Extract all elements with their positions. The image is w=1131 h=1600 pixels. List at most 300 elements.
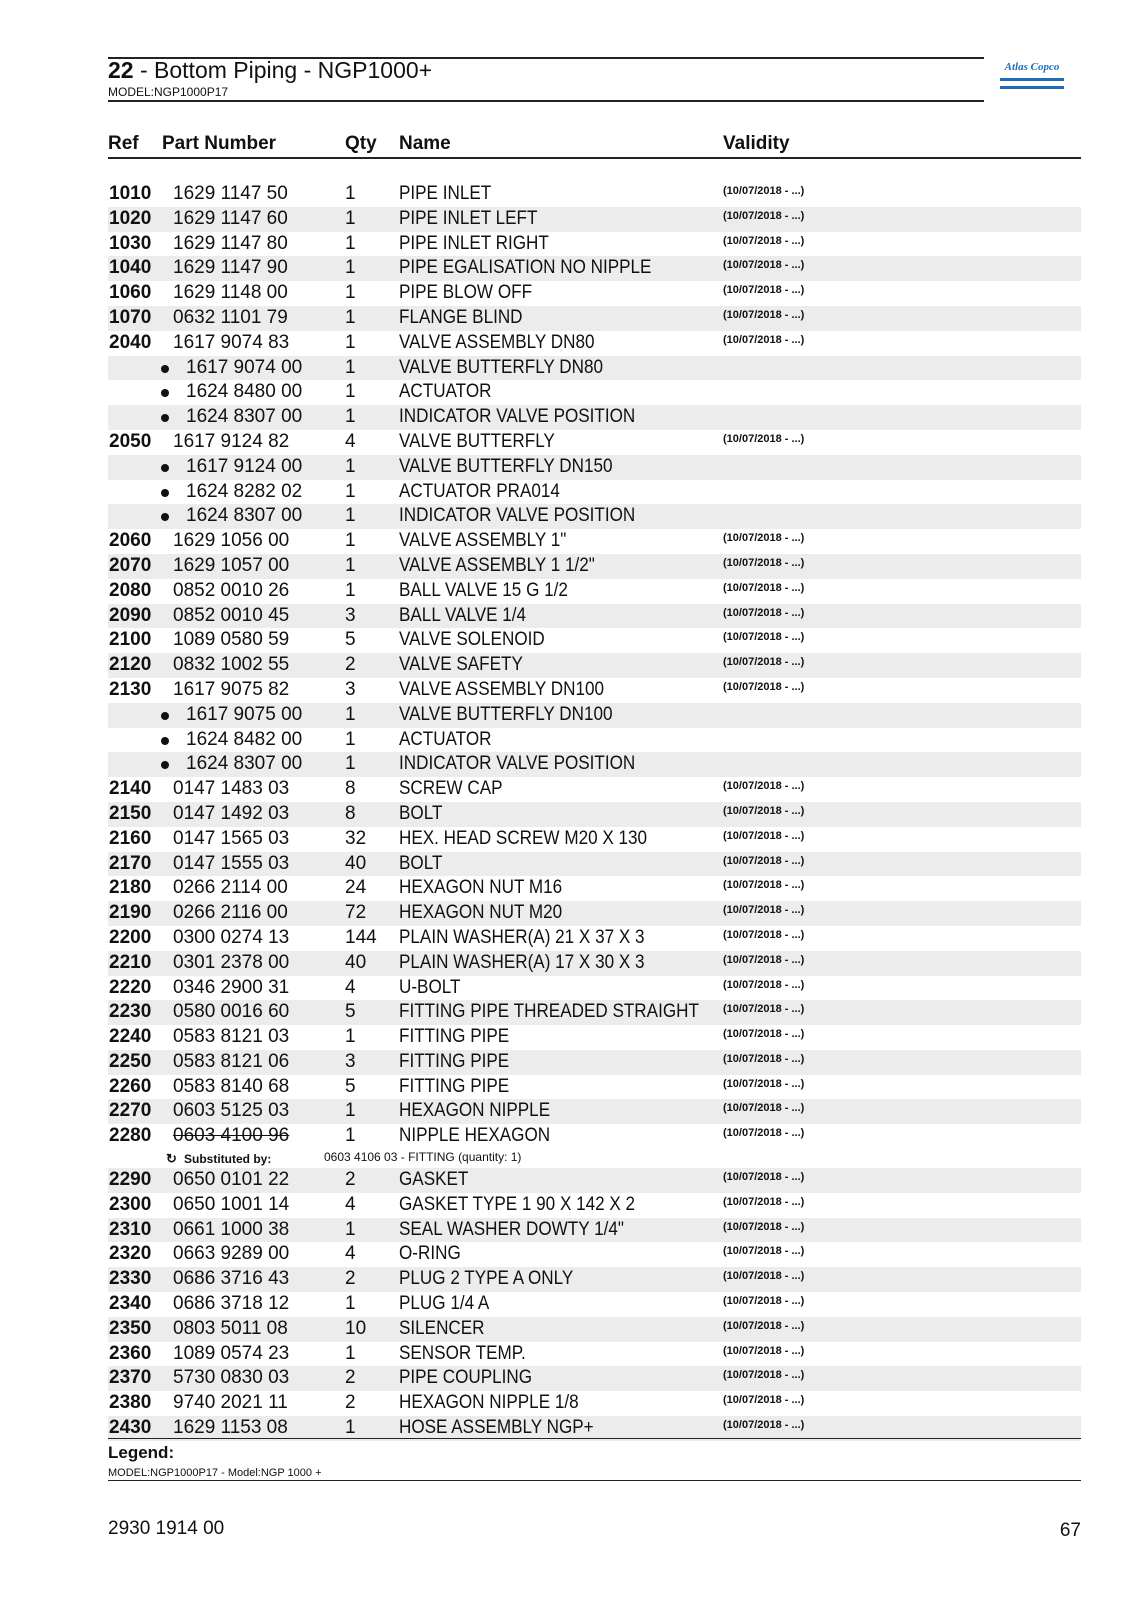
- row-part-number: 0147 1565 03: [173, 827, 290, 849]
- row-part-number: 1624 8307 00: [186, 406, 303, 428]
- row-part-number: 0147 1555 03: [173, 852, 290, 874]
- row-name: PLUG 2 TYPE A ONLY: [399, 1268, 574, 1290]
- row-part-number: 0583 8121 03: [173, 1026, 290, 1048]
- row-part-number: 0147 1492 03: [173, 802, 290, 824]
- table-row: [108, 529, 1081, 554]
- legend-bottom-rule: [108, 1480, 1081, 1481]
- substitute-icon: ↻: [166, 1151, 177, 1167]
- row-name: VALVE SOLENOID: [399, 629, 545, 651]
- row-ref: 2120: [109, 654, 152, 676]
- bullet-icon: [161, 737, 169, 745]
- row-part-number: 0650 0101 22: [173, 1169, 290, 1191]
- row-qty: 1: [345, 1218, 356, 1240]
- row-part-number: 1617 9124 00: [186, 455, 303, 477]
- row-validity: (10/07/2018 - ...): [723, 953, 805, 966]
- table-row: [108, 182, 1081, 207]
- row-name: SILENCER: [399, 1317, 485, 1339]
- bullet-icon: [161, 365, 169, 373]
- row-qty: 1: [345, 753, 356, 775]
- row-validity: (10/07/2018 - ...): [723, 1394, 805, 1407]
- row-name: BOLT: [399, 802, 443, 824]
- row-validity: (10/07/2018 - ...): [723, 1295, 805, 1308]
- row-ref: 2340: [109, 1293, 152, 1315]
- row-ref: 2050: [109, 430, 152, 452]
- row-qty: 1: [345, 183, 356, 204]
- table-row: [108, 802, 1081, 827]
- document-number: 2930 1914 00: [108, 1518, 225, 1539]
- row-ref: 2040: [109, 331, 152, 353]
- row-qty: 24: [345, 877, 367, 899]
- row-ref: 1020: [109, 207, 152, 229]
- row-qty: 1: [345, 505, 356, 527]
- row-qty: 3: [345, 678, 356, 700]
- row-validity: (10/07/2018 - ...): [723, 308, 805, 321]
- row-part-number: 1629 1147 60: [173, 207, 288, 229]
- row-ref: 2070: [109, 554, 152, 576]
- row-part-number: 0580 0016 60: [173, 1001, 290, 1023]
- row-qty: 4: [345, 976, 356, 998]
- table-row: [108, 306, 1081, 331]
- table-row: [108, 1292, 1081, 1317]
- bullet-icon: [161, 389, 169, 397]
- table-row: [108, 777, 1081, 802]
- substitution-row: [108, 1149, 1081, 1168]
- row-validity: (10/07/2018 - ...): [723, 680, 805, 693]
- row-name: HEXAGON NIPPLE: [399, 1100, 551, 1122]
- row-ref: 2160: [109, 827, 152, 849]
- table-row: [108, 876, 1081, 901]
- row-validity: (10/07/2018 - ...): [723, 879, 805, 892]
- row-name: PIPE INLET: [399, 183, 492, 204]
- row-validity: (10/07/2018 - ...): [723, 1077, 805, 1090]
- row-part-number: 0852 0010 45: [173, 604, 290, 626]
- row-ref: 2080: [109, 579, 152, 601]
- row-name: HEX. HEAD SCREW M20 X 130: [399, 827, 648, 849]
- table-row: [108, 1000, 1081, 1025]
- section-number: 22: [108, 57, 134, 83]
- row-name: O-RING: [399, 1243, 461, 1265]
- row-ref: 2280: [109, 1125, 152, 1147]
- row-ref: 2130: [109, 678, 152, 700]
- bullet-icon: [161, 513, 169, 521]
- row-qty: 3: [345, 604, 356, 626]
- row-ref: 1060: [109, 282, 152, 304]
- row-qty: 1: [345, 406, 356, 428]
- row-validity: (10/07/2018 - ...): [723, 581, 805, 594]
- row-ref: 2330: [109, 1268, 152, 1290]
- table-row: [108, 380, 1081, 405]
- row-name: SENSOR TEMP.: [399, 1342, 526, 1364]
- row-name: FLANGE BLIND: [399, 306, 523, 328]
- row-ref: 2090: [109, 604, 152, 626]
- table-row: [108, 703, 1081, 728]
- table-row: [108, 504, 1081, 529]
- bullet-icon: [161, 712, 169, 720]
- row-part-number: 1629 1147 50: [173, 183, 288, 204]
- row-qty: 8: [345, 802, 356, 824]
- row-validity: (10/07/2018 - ...): [723, 209, 805, 222]
- row-qty: 5: [345, 629, 356, 651]
- row-name: PIPE INLET RIGHT: [399, 232, 549, 254]
- row-part-number: 1629 1057 00: [173, 554, 290, 576]
- row-qty: 8: [345, 778, 356, 800]
- row-name: INDICATOR VALVE POSITION: [399, 753, 636, 775]
- row-name: VALVE ASSEMBLY DN80: [399, 331, 595, 353]
- row-ref: 2230: [109, 1001, 152, 1023]
- row-part-number: 0603 4100 96: [173, 1125, 290, 1147]
- row-qty: 1: [345, 232, 356, 254]
- table-row: [108, 1218, 1081, 1243]
- row-name: FITTING PIPE: [399, 1026, 510, 1048]
- row-validity: (10/07/2018 - ...): [723, 556, 805, 569]
- row-qty: 1: [345, 530, 356, 552]
- row-validity: (10/07/2018 - ...): [723, 1344, 805, 1357]
- row-ref: 2100: [109, 629, 152, 651]
- row-name: VALVE BUTTERFLY DN80: [399, 356, 604, 378]
- row-ref: 2310: [109, 1218, 152, 1240]
- row-part-number: 1624 8482 00: [186, 728, 303, 750]
- atlas-copco-logo: [1000, 60, 1064, 96]
- row-qty: 2: [345, 1268, 356, 1290]
- row-validity: (10/07/2018 - ...): [723, 1052, 805, 1065]
- legend-text: MODEL:NGP1000P17 - Model:NGP 1000 +: [108, 1467, 322, 1479]
- row-validity: (10/07/2018 - ...): [723, 1171, 805, 1184]
- row-name: VALVE ASSEMBLY 1 1/2": [399, 554, 595, 576]
- row-validity: (10/07/2018 - ...): [723, 1270, 805, 1283]
- row-qty: 2: [345, 1392, 356, 1414]
- row-name: PIPE COUPLING: [399, 1367, 533, 1389]
- row-qty: 1: [345, 703, 356, 725]
- table-row: [108, 653, 1081, 678]
- row-ref: 2140: [109, 778, 152, 800]
- row-ref: 2360: [109, 1342, 152, 1364]
- row-part-number: 1624 8307 00: [186, 505, 303, 527]
- row-name: ACTUATOR: [399, 728, 492, 750]
- row-qty: 1: [345, 356, 356, 378]
- row-qty: 1: [345, 579, 356, 601]
- row-ref: 2270: [109, 1100, 152, 1122]
- row-validity: (10/07/2018 - ...): [723, 1127, 805, 1140]
- row-validity: (10/07/2018 - ...): [723, 185, 805, 197]
- substituted-label: Substituted by:: [184, 1152, 272, 1167]
- row-name: HEXAGON NIPPLE 1/8: [399, 1392, 579, 1414]
- row-part-number: 0583 8121 06: [173, 1050, 290, 1072]
- row-ref: 2170: [109, 852, 152, 874]
- row-name: FITTING PIPE: [399, 1075, 510, 1097]
- table-row: [108, 1391, 1081, 1416]
- row-validity: (10/07/2018 - ...): [723, 1419, 805, 1432]
- row-ref: 2250: [109, 1050, 152, 1072]
- row-validity: (10/07/2018 - ...): [723, 432, 805, 445]
- row-ref: 2350: [109, 1317, 152, 1339]
- row-ref: 1070: [109, 306, 152, 328]
- table-row: [108, 1317, 1081, 1342]
- row-name: SCREW CAP: [399, 778, 503, 800]
- row-qty: 3: [345, 1050, 356, 1072]
- col-header-qty: Qty: [345, 133, 377, 154]
- table-row: [108, 232, 1081, 257]
- row-validity: (10/07/2018 - ...): [723, 1102, 805, 1115]
- row-qty: 1: [345, 1342, 356, 1364]
- row-qty: 144: [345, 926, 377, 948]
- col-header-ref: Ref: [108, 133, 139, 154]
- bullet-icon: [161, 761, 169, 769]
- row-ref: 2190: [109, 902, 152, 924]
- table-row: [108, 405, 1081, 430]
- row-part-number: 0686 3718 12: [173, 1293, 290, 1315]
- row-part-number: 0632 1101 79: [173, 306, 288, 328]
- row-qty: 72: [345, 902, 367, 924]
- row-ref: 1010: [109, 183, 152, 204]
- table-row: [108, 926, 1081, 951]
- logo-bar-top: [1000, 78, 1064, 81]
- row-name: U-BOLT: [399, 976, 461, 998]
- page-title: [108, 56, 432, 84]
- row-part-number: 1624 8480 00: [186, 381, 303, 403]
- row-part-number: 1617 9074 00: [186, 356, 303, 378]
- row-qty: 5: [345, 1075, 356, 1097]
- row-validity: (10/07/2018 - ...): [723, 928, 805, 941]
- row-validity: (10/07/2018 - ...): [723, 978, 805, 991]
- column-header-rule: [108, 157, 1081, 159]
- table-row: [108, 1366, 1081, 1391]
- logo-bar-bottom: [1000, 86, 1064, 89]
- row-part-number: 0301 2378 00: [173, 951, 290, 973]
- row-qty: 4: [345, 430, 356, 452]
- row-part-number: 1617 9075 00: [186, 703, 303, 725]
- table-row: [108, 827, 1081, 852]
- col-header-part-number: Part Number: [162, 133, 277, 154]
- row-part-number: 1629 1147 80: [173, 232, 288, 254]
- row-ref: 2210: [109, 951, 152, 973]
- table-row: [108, 976, 1081, 1001]
- table-row: [108, 628, 1081, 653]
- model-label: MODEL:NGP1000P17: [108, 85, 229, 99]
- row-name: GASKET TYPE 1 90 X 142 X 2: [399, 1193, 636, 1215]
- row-part-number: 1629 1056 00: [173, 530, 290, 552]
- row-validity: (10/07/2018 - ...): [723, 234, 805, 247]
- row-qty: 5: [345, 1001, 356, 1023]
- table-row: [108, 331, 1081, 356]
- row-part-number: 0300 0274 13: [173, 926, 290, 948]
- row-part-number: 1629 1153 08: [173, 1417, 288, 1439]
- table-row: [108, 1193, 1081, 1218]
- table-row: [108, 1099, 1081, 1124]
- row-qty: 1: [345, 257, 356, 279]
- table-row: [108, 951, 1081, 976]
- table-row: [108, 604, 1081, 629]
- row-part-number: 1617 9124 82: [173, 430, 290, 452]
- row-name: SEAL WASHER DOWTY 1/4": [399, 1218, 624, 1240]
- substituted-text: 0603 4106 03 - FITTING (quantity: 1): [324, 1150, 522, 1165]
- row-name: INDICATOR VALVE POSITION: [399, 406, 636, 428]
- row-ref: 2240: [109, 1026, 152, 1048]
- row-validity: (10/07/2018 - ...): [723, 780, 805, 793]
- row-part-number: 0266 2114 00: [173, 877, 288, 899]
- row-ref: 2300: [109, 1193, 152, 1215]
- legend-title: Legend:: [108, 1443, 175, 1462]
- table-row: [108, 207, 1081, 232]
- row-name: VALVE ASSEMBLY DN100: [399, 678, 605, 700]
- row-name: BALL VALVE 1/4: [399, 604, 527, 626]
- row-validity: (10/07/2018 - ...): [723, 284, 805, 297]
- row-name: BALL VALVE 15 G 1/2: [399, 579, 568, 601]
- table-row: [108, 356, 1081, 381]
- row-validity: (10/07/2018 - ...): [723, 656, 805, 669]
- row-qty: 4: [345, 1193, 356, 1215]
- row-validity: (10/07/2018 - ...): [723, 1319, 805, 1332]
- table-row: [108, 678, 1081, 703]
- row-part-number: 1089 0580 59: [173, 629, 290, 651]
- row-ref: 1040: [109, 257, 152, 279]
- row-qty: 1: [345, 331, 356, 353]
- col-header-validity: Validity: [723, 133, 790, 154]
- bullet-icon: [161, 489, 169, 497]
- table-row: [108, 579, 1081, 604]
- row-qty: 1: [345, 1125, 356, 1147]
- row-part-number: 0603 5125 03: [173, 1100, 290, 1122]
- legend-top-rule: [108, 1438, 1081, 1439]
- row-name: PIPE BLOW OFF: [399, 282, 533, 304]
- row-validity: (10/07/2018 - ...): [723, 1195, 805, 1208]
- row-validity: (10/07/2018 - ...): [723, 854, 805, 867]
- row-name: HEXAGON NUT M16: [399, 877, 563, 899]
- page-number: 67: [1059, 1520, 1081, 1541]
- row-qty: 40: [345, 852, 367, 874]
- header-bottom-rule: [108, 100, 984, 102]
- row-ref: 2380: [109, 1392, 152, 1414]
- row-name: FITTING PIPE: [399, 1050, 510, 1072]
- row-name: PLUG 1/4 A: [399, 1293, 490, 1315]
- row-name: VALVE SAFETY: [399, 654, 523, 676]
- row-qty: 1: [345, 554, 356, 576]
- row-ref: 2060: [109, 530, 152, 552]
- row-validity: (10/07/2018 - ...): [723, 1220, 805, 1233]
- row-name: PLAIN WASHER(A) 21 X 37 X 3: [399, 926, 645, 948]
- row-name: PIPE INLET LEFT: [399, 207, 538, 229]
- row-part-number: 0832 1002 55: [173, 654, 290, 676]
- row-qty: 2: [345, 1169, 356, 1191]
- row-validity: (10/07/2018 - ...): [723, 804, 805, 817]
- row-qty: 1: [345, 207, 356, 229]
- logo-text: Atlas Copco: [1004, 61, 1060, 73]
- row-qty: 10: [345, 1317, 367, 1339]
- row-part-number: 0686 3716 43: [173, 1268, 290, 1290]
- row-ref: 2180: [109, 877, 152, 899]
- row-ref: 1030: [109, 232, 152, 254]
- row-part-number: 1624 8282 02: [186, 480, 303, 502]
- table-row: [108, 1025, 1081, 1050]
- row-qty: 1: [345, 282, 356, 304]
- table-row: [108, 455, 1081, 480]
- row-ref: 2150: [109, 802, 152, 824]
- row-validity: (10/07/2018 - ...): [723, 606, 805, 619]
- row-part-number: 0266 2116 00: [173, 902, 288, 924]
- row-part-number: 1629 1147 90: [173, 257, 288, 279]
- row-part-number: 1617 9074 83: [173, 331, 290, 353]
- row-part-number: 1624 8307 00: [186, 753, 303, 775]
- row-validity: (10/07/2018 - ...): [723, 829, 805, 842]
- row-part-number: 0650 1001 14: [173, 1193, 290, 1215]
- row-qty: 4: [345, 1243, 356, 1265]
- row-name: VALVE BUTTERFLY DN150: [399, 455, 613, 477]
- row-ref: 2290: [109, 1169, 152, 1191]
- table-row: [108, 1242, 1081, 1267]
- row-part-number: 0583 8140 68: [173, 1075, 290, 1097]
- parts-table: [108, 182, 1081, 1441]
- row-qty: 32: [345, 827, 367, 849]
- row-qty: 2: [345, 654, 356, 676]
- row-part-number: 0346 2900 31: [173, 976, 290, 998]
- table-row: [108, 1342, 1081, 1367]
- row-name: GASKET: [399, 1169, 469, 1191]
- table-row: [108, 1050, 1081, 1075]
- row-name: PIPE EGALISATION NO NIPPLE: [399, 257, 652, 279]
- row-qty: 40: [345, 951, 367, 973]
- row-name: HEXAGON NUT M20: [399, 902, 563, 924]
- row-name: FITTING PIPE THREADED STRAIGHT: [399, 1001, 699, 1023]
- row-name: ACTUATOR: [399, 381, 492, 403]
- row-qty: 2: [345, 1367, 356, 1389]
- row-ref: 2430: [109, 1417, 152, 1439]
- table-row: [108, 1124, 1081, 1149]
- row-name: NIPPLE HEXAGON: [399, 1125, 551, 1147]
- row-name: PLAIN WASHER(A) 17 X 30 X 3: [399, 951, 645, 973]
- row-qty: 1: [345, 1417, 356, 1439]
- row-ref: 2320: [109, 1243, 152, 1265]
- row-validity: (10/07/2018 - ...): [723, 904, 805, 917]
- table-row: [108, 901, 1081, 926]
- row-name: VALVE BUTTERFLY DN100: [399, 703, 613, 725]
- row-qty: 1: [345, 1293, 356, 1315]
- row-validity: (10/07/2018 - ...): [723, 1028, 805, 1041]
- row-validity: (10/07/2018 - ...): [723, 532, 805, 545]
- col-header-name: Name: [399, 133, 451, 154]
- row-qty: 1: [345, 480, 356, 502]
- row-ref: 2370: [109, 1367, 152, 1389]
- row-part-number: 9740 2021 11: [173, 1392, 288, 1414]
- row-qty: 1: [345, 306, 356, 328]
- row-part-number: 0661 1000 38: [173, 1218, 290, 1240]
- row-part-number: 0803 5011 08: [173, 1317, 288, 1339]
- row-part-number: 1617 9075 82: [173, 678, 290, 700]
- row-validity: (10/07/2018 - ...): [723, 259, 805, 272]
- row-qty: 1: [345, 1026, 356, 1048]
- row-part-number: 5730 0830 03: [173, 1367, 290, 1389]
- table-row: [108, 430, 1081, 455]
- row-name: INDICATOR VALVE POSITION: [399, 505, 636, 527]
- row-part-number: 0852 0010 26: [173, 579, 290, 601]
- row-qty: 1: [345, 455, 356, 477]
- table-row: [108, 554, 1081, 579]
- table-row: [108, 281, 1081, 306]
- row-name: VALVE BUTTERFLY: [399, 430, 555, 452]
- bullet-icon: [161, 414, 169, 422]
- table-row: [108, 1267, 1081, 1292]
- row-name: VALVE ASSEMBLY 1": [399, 530, 567, 552]
- row-validity: (10/07/2018 - ...): [723, 333, 805, 346]
- row-qty: 1: [345, 381, 356, 403]
- section-title: - Bottom Piping - NGP1000+: [133, 57, 433, 83]
- table-row: [108, 1168, 1081, 1193]
- row-name: BOLT: [399, 852, 443, 874]
- row-part-number: 1089 0574 23: [173, 1342, 290, 1364]
- row-validity: (10/07/2018 - ...): [723, 1003, 805, 1016]
- row-name: ACTUATOR PRA014: [399, 480, 560, 502]
- table-row: [108, 728, 1081, 753]
- row-qty: 1: [345, 728, 356, 750]
- row-validity: (10/07/2018 - ...): [723, 1369, 805, 1382]
